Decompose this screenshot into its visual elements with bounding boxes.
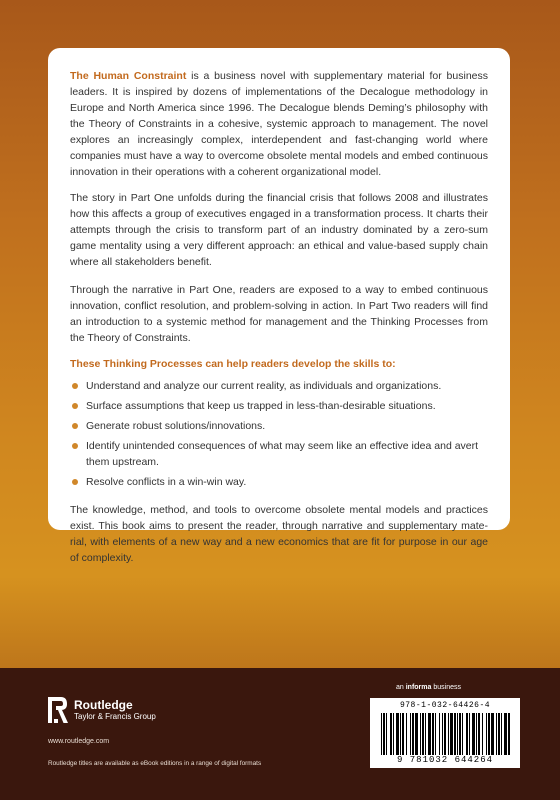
barcode-number: 9 781032 644264 [396,755,493,765]
isbn-barcode [370,698,520,768]
blurb-panel [48,48,510,564]
list-item-text: Identify unintended consequences of what may seem like an effective idea and avert them upstream. [86,440,479,468]
blurb-paragraph-1-text: is a business novel with supplementary material for business leaders. It is inspired by dozens of implementations of the Decalogue methodology in Europe and North America since 1996. The Decalogue blends Deming’s philosophy with the Theory of Constraints in a cohesive, systemic approach to management. The novel explores an increasingly complex, interdependent and fast-changing world where companies must have a way to overcome obsolete mental models and embed continuous innovation in their operations with a coherent organizational model. [70,70,488,178]
isbn-text: 978-1-032-64426-4 [399,701,491,710]
routledge-logo-icon [48,695,68,725]
list-item-text: Surface assumptions that keep us trapped in less-than-desirable situations. [86,400,436,412]
informa-suffix: business [431,684,461,691]
informa-word: informa [405,684,432,691]
bullet-icon [72,479,78,485]
informa-prefix: an [396,684,406,691]
list-item [70,418,488,434]
list-item-text: Resolve conflicts in a win-win way. [86,476,247,488]
list-item-text: Generate robust solutions/innovations. [86,420,266,432]
publisher-group: Taylor & Francis Group [74,712,156,721]
skills-list [70,378,488,490]
blurb-paragraph-2: The story in Part One unfolds during the financial crisis that follows 2008 and illustrates how this affects a group of executives engaged in a transformation process. It charts their attempts through the crisis to transform part of an industry dominated by a zero-sum game mentality using a very different approach: an ethical and value-based supply chain where all stakeholders benefit. [70,192,488,268]
list-item [70,438,488,470]
list-item-text: Understand and analyze our current reality, as individuals and organizations. [86,380,442,392]
barcode-bars [379,713,511,755]
bullet-icon [72,403,78,409]
book-title-inline: The Human Constraint [70,70,187,82]
blurb-paragraph-4: The knowledge, method, and tools to overcome obsolete mental models and practices exist. This book aims to present the reader, through narrative and supplementary mate-rial, with elements of a new way and a new economics that are fit for purpose in our age of complexity. [70,504,488,564]
list-item [70,474,488,490]
ebook-note: Routledge titles are available as eBook editions in a range of digital formats [48,760,262,767]
list-item [70,398,488,414]
thinking-processes-heading: These Thinking Processes can help readers develop the skills to: [70,358,396,370]
bullet-icon [72,443,78,449]
list-item [70,378,488,394]
blurb-paragraph-3: Through the narrative in Part One, readers are exposed to a way to embed continuous innovation, conflict resolution, and problem-solving in action. In Part Two readers will find an introduction to a systemic method for management and the Thinking Processes from the Theory of Constraints. [70,284,488,344]
publisher-block [48,694,156,726]
bullet-icon [72,423,78,429]
bullet-icon [72,383,78,389]
publisher-website: www.routledge.com [48,738,110,745]
publisher-text [74,698,156,722]
publisher-name: Routledge [74,698,133,712]
blurb-paragraph-1 [70,68,488,180]
informa-business-label [396,684,461,691]
